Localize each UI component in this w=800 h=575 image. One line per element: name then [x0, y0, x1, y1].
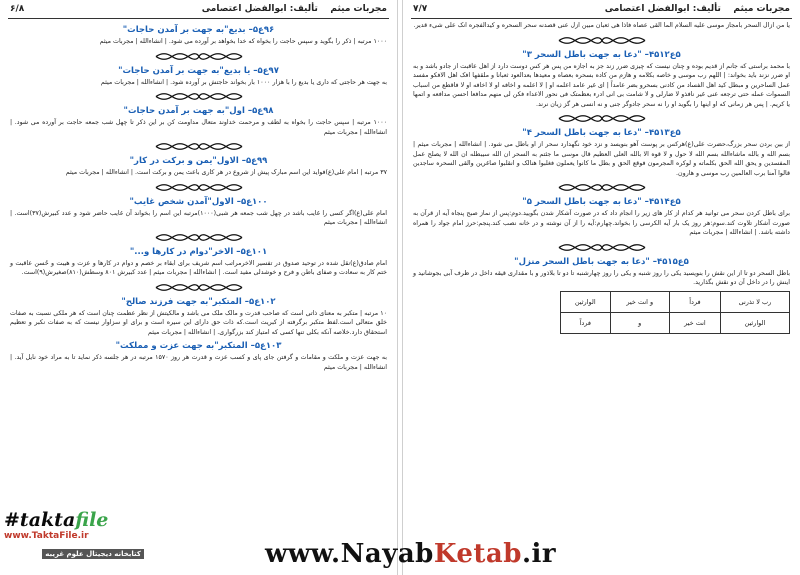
section	[413, 257, 790, 288]
section	[10, 25, 387, 47]
nayab-www: www.	[265, 539, 341, 569]
right-page-header	[411, 0, 792, 19]
section-text: ۱۰۰۰ مرتبه | ذکر را بگوید و سپس حاجت را بخواه که خدا بخواهد بر آورده می شود. | انشاءالله | مجربات میثم	[99, 38, 387, 45]
section-text: به جهت عزت و ملکت و مقامات و گرفتن جای پای و کسب عزت و قدرت هر روز ۱۵۷۰ مرتبه در هر جلسه ذکر نماید تا به مراد خود نایل آید. | انشاءالله | مجربات میثم	[10, 354, 387, 371]
ornament-divider-icon	[154, 51, 244, 62]
table-cell: فرداً	[669, 291, 720, 312]
section-text: ۳۷ مرتبه | امام علی(ع)فواید این اسم مبارک پیش از شروع در هر کاری باعث یمن و برکت است. | انشاءالله | مجربات میثم	[65, 169, 387, 176]
nayab-word: Nayab	[340, 539, 434, 569]
table-cell: انت خیر	[669, 312, 720, 333]
section-text: ۱۰ مرتبه | متکبر به معنای ذاتی است که صاحب قدرت و مالک ملک می باشد و مالکیتش از نظر عظمت چنان است که هر ملکی نسبت به صفات خلق متعالی است.لفظ متکبر برگرفته از کبریت است.که ذات حق دارای این سیره است و برای او سزاوار نیست که به صفات نکبر و تعظیم استحقاق دارد.خلاصه آنکه بکلی تنها کسی که امتیاز کند بزرگواری. | انشاءالله | مجربات میثم	[10, 309, 387, 336]
section-title: ۵ع۴۵۱۲– "دعا به جهت باطل السحر ۳"	[522, 49, 681, 60]
section	[10, 341, 387, 372]
section-title: ۵ع۴۵۱۳– "دعا به جهت باطل السحر ۴"	[522, 128, 681, 138]
section	[413, 50, 790, 110]
header-author: تألیف: ابوالفضل اعتصامی	[201, 4, 318, 14]
ornament-divider-icon	[154, 141, 244, 152]
ornament-divider-icon	[557, 35, 647, 46]
ornament-divider-icon	[154, 232, 244, 243]
section-title: ۹۷ع۵– یا بدیع"به جهت بر آمدن حاجات"	[118, 65, 279, 76]
section-title: ۱۰۰ع۵– الاول"آمدن شخص غایب"	[129, 196, 268, 207]
section-title: ۱۰۱ع۵– الاخر"دوام در کارها و..."	[129, 246, 268, 257]
right-page-content	[403, 19, 800, 334]
talisman-table	[560, 291, 790, 334]
section-text: ۱۰۰۰ مرتبه | سپس حاجت را بخواه به لطف و مرحمت خداوند متعال مداومت کن بر این ذکر تا چهل شب جمعه حاجت بر آورده می شود. | انشاءالله | مجربات میثم	[10, 119, 387, 136]
section	[10, 156, 387, 178]
table-row	[561, 291, 790, 312]
taktafile-watermark	[4, 509, 144, 563]
section	[413, 128, 790, 178]
table-cell: رب لا تذرنی	[720, 291, 789, 312]
taktafile-url: www.TaktaFile.ir	[4, 531, 89, 541]
taktafile-logo	[4, 509, 144, 531]
section-text: به جهت هر حاجتی که داری یا بدیع را با هزار ۱۰۰۰ بار بخواند حاجتش بر آورده شود. | انشاءالله | مجربات میثم	[100, 78, 387, 86]
section	[10, 197, 387, 228]
right-page	[402, 0, 800, 575]
logo-text-a: #takta	[4, 509, 76, 531]
section-text: با محمد براستی که جانم از قدیم بوده و چنان نیست که چیزی ضرر زند جز به اجازه من پس هر کس دوست دارد از اهل عاقبت از جادو باشد و به او ضرر نزند باید بخواند: | اللهم رب موسی و خاصه بکلامه و هازم من کاده بسحره بعصاه و معیدها بعدالعود ثعبانا و ملقفها افک اهل الافکو مفسد عمل الساحرین و مبطل کید اهل الفساد من کادنی بسحرو بضر عامداً | ای غیر عامد اعلمه او | لا اعلمه و اخافه او لا اخافه او لا فاقطع من اسباب السموات عمله حتی ترجعه عنی غیر نافذو لا ضارلی و لا شامت بی انی ادرء بعظمتک فی نحور الاعداء فکن لی منهم مدافعا احسن مدافعه و اتمها یا کریم. | پس هر زمانی که او اینها را بگوید او را نه سحر جادوگر جنی و نه انسی هر گز زیان نرند.	[413, 62, 790, 108]
table-cell: فرداً	[561, 312, 611, 333]
page-number: ۶/۸	[10, 4, 25, 14]
header-title: مجربات میثم	[733, 4, 790, 14]
section-title: ۹۸ع۵– اول"به جهت بر آمدن حاجات"	[123, 106, 274, 116]
ornament-divider-icon	[557, 182, 647, 193]
left-page-header	[8, 0, 389, 19]
logo-text-b: file	[75, 509, 109, 531]
ornament-divider-icon	[557, 113, 647, 124]
intro-text: یا من ازال السحر بامجاز موسی علیه السلام الما القی عصاه فاذا هی ثعبان مبین ازل عنی قصدنه سحر السحره و کیدالفجره انک علی شیء قدیر.	[413, 22, 790, 29]
table-cell: و	[610, 312, 669, 333]
ketab-word: Ketab	[433, 539, 522, 569]
table-cell: الوارثین	[720, 312, 789, 333]
section	[10, 247, 387, 278]
header-author: تألیف: ابوالفضل اعتصامی	[604, 4, 721, 14]
section-title: ۹۹ع۵– الاول"یمن و برکت در کار"	[129, 156, 268, 166]
section-title: ۱۰۲ع۵– المتکبر"به جهت فرزند صالح"	[121, 296, 276, 307]
nayabketab-watermark	[265, 539, 556, 569]
section-title: ۹۶ع۵– بدیع"به جهت بر آمدن حاجات"	[122, 25, 275, 35]
table-cell: الوارثین	[561, 291, 611, 312]
section-text: امام علی(ع)اگر کسی را غایب باشد در چهل شب جمعه هر شبی(۱۰۰۰)مرتبه این اسم را بخواند آن غایب حاضر شود و عدد کبیرش(۳۷)است. | انشاءالله | مجربات میثم	[10, 209, 388, 226]
section-text: امام صادق(ع)نقل شده در توحید صدوق در تفسیر الاخرمراتب اسم شریف برای ابقاء بر خصم و دوام در کارها و عزت و هیبت و حُسن عاقبت و ختم کار به سعادت و صفای باطن و فرح و خوشدلی مفید است. | انشاءالله | مجربات میثم | عدد کبیرش ۸۰۱ وسطش(۸۱۰)صغیرش(۹)است.	[10, 259, 387, 276]
taktafile-tagline: کتابخانه دیجیتال علوم غریبه	[42, 549, 144, 559]
table-row	[561, 312, 790, 333]
left-page	[0, 0, 398, 575]
section-title: ۵ع۴۵۱۵– "دعا به جهت باطل السحر منزل"	[514, 256, 689, 267]
section	[413, 197, 790, 238]
section	[10, 297, 387, 338]
ornament-divider-icon	[154, 91, 244, 102]
section	[10, 106, 387, 137]
page-number: ۷/۷	[413, 4, 428, 14]
section-title: ۵ع۴۵۱۴– "دعا به جهت باطل السحر ۵"	[522, 197, 681, 207]
ornament-divider-icon	[557, 242, 647, 253]
section-text: باطل السحر دو تا از این نقش را بنویسید یکی را روز شنبه و یکی را روز چهارشنبه تا دو تا بلاذور و با مقداری قیقه داخل در ظرف آبی بجوشانید و اینش را در داخل آن دو نقش بگذارید.	[413, 269, 790, 286]
section-text: برای باطل کردن سحر می توانید هر کدام از کار های زیر را انجام داد که در صورت آشکار شدن بگویید.دوم:پس از نماز صبح پنجاه آیه از قرآن به صورت آشکار تلاوت کند.سوم:هر روز یک بار آیه الکرسی را بخواند.چهارم:آیه را از آن نوشته و در خانه نصب کند.پنجم:حرز امام جواد را همراه داشته باشد. | انشاءالله | مجربات میثم	[413, 210, 790, 236]
section-title: ۱۰۳ع۵– المتکبر"به جهت عزت و مملکت"	[115, 341, 282, 351]
section-text: از بین بردن سحر بزرگ،حضرت علی(ع)هرکس بر پوست آهو بنویسد و نزد خود نگهدارد سحر از او باطل می شود. | انشاءالله | مجربات میثم | بسم الله و بالله ماشاءالله بسم الله لا حول و لا قوه الا بالله العلی العظیم قال موسی ما جئتم به السحر ان الله سیبطله ان الله لا یصلح عمل المفسدین و یحق الله الحق بکلماته و لوکره المجرمون فوقع الحق و بطل ما کانوا یعملون فغلبوا هنالک و انقلبوا صاغرین والقی السحره ساجدین قالوا آمنا برب العالمین رب موسی و هارون.	[413, 141, 790, 177]
ornament-divider-icon	[154, 182, 244, 193]
header-title: مجربات میثم	[330, 4, 387, 14]
left-page-content	[0, 19, 397, 372]
section	[10, 66, 387, 88]
table-cell: و انت خیر	[610, 291, 669, 312]
ornament-divider-icon	[154, 282, 244, 293]
nayab-tld: .ir	[521, 539, 557, 569]
